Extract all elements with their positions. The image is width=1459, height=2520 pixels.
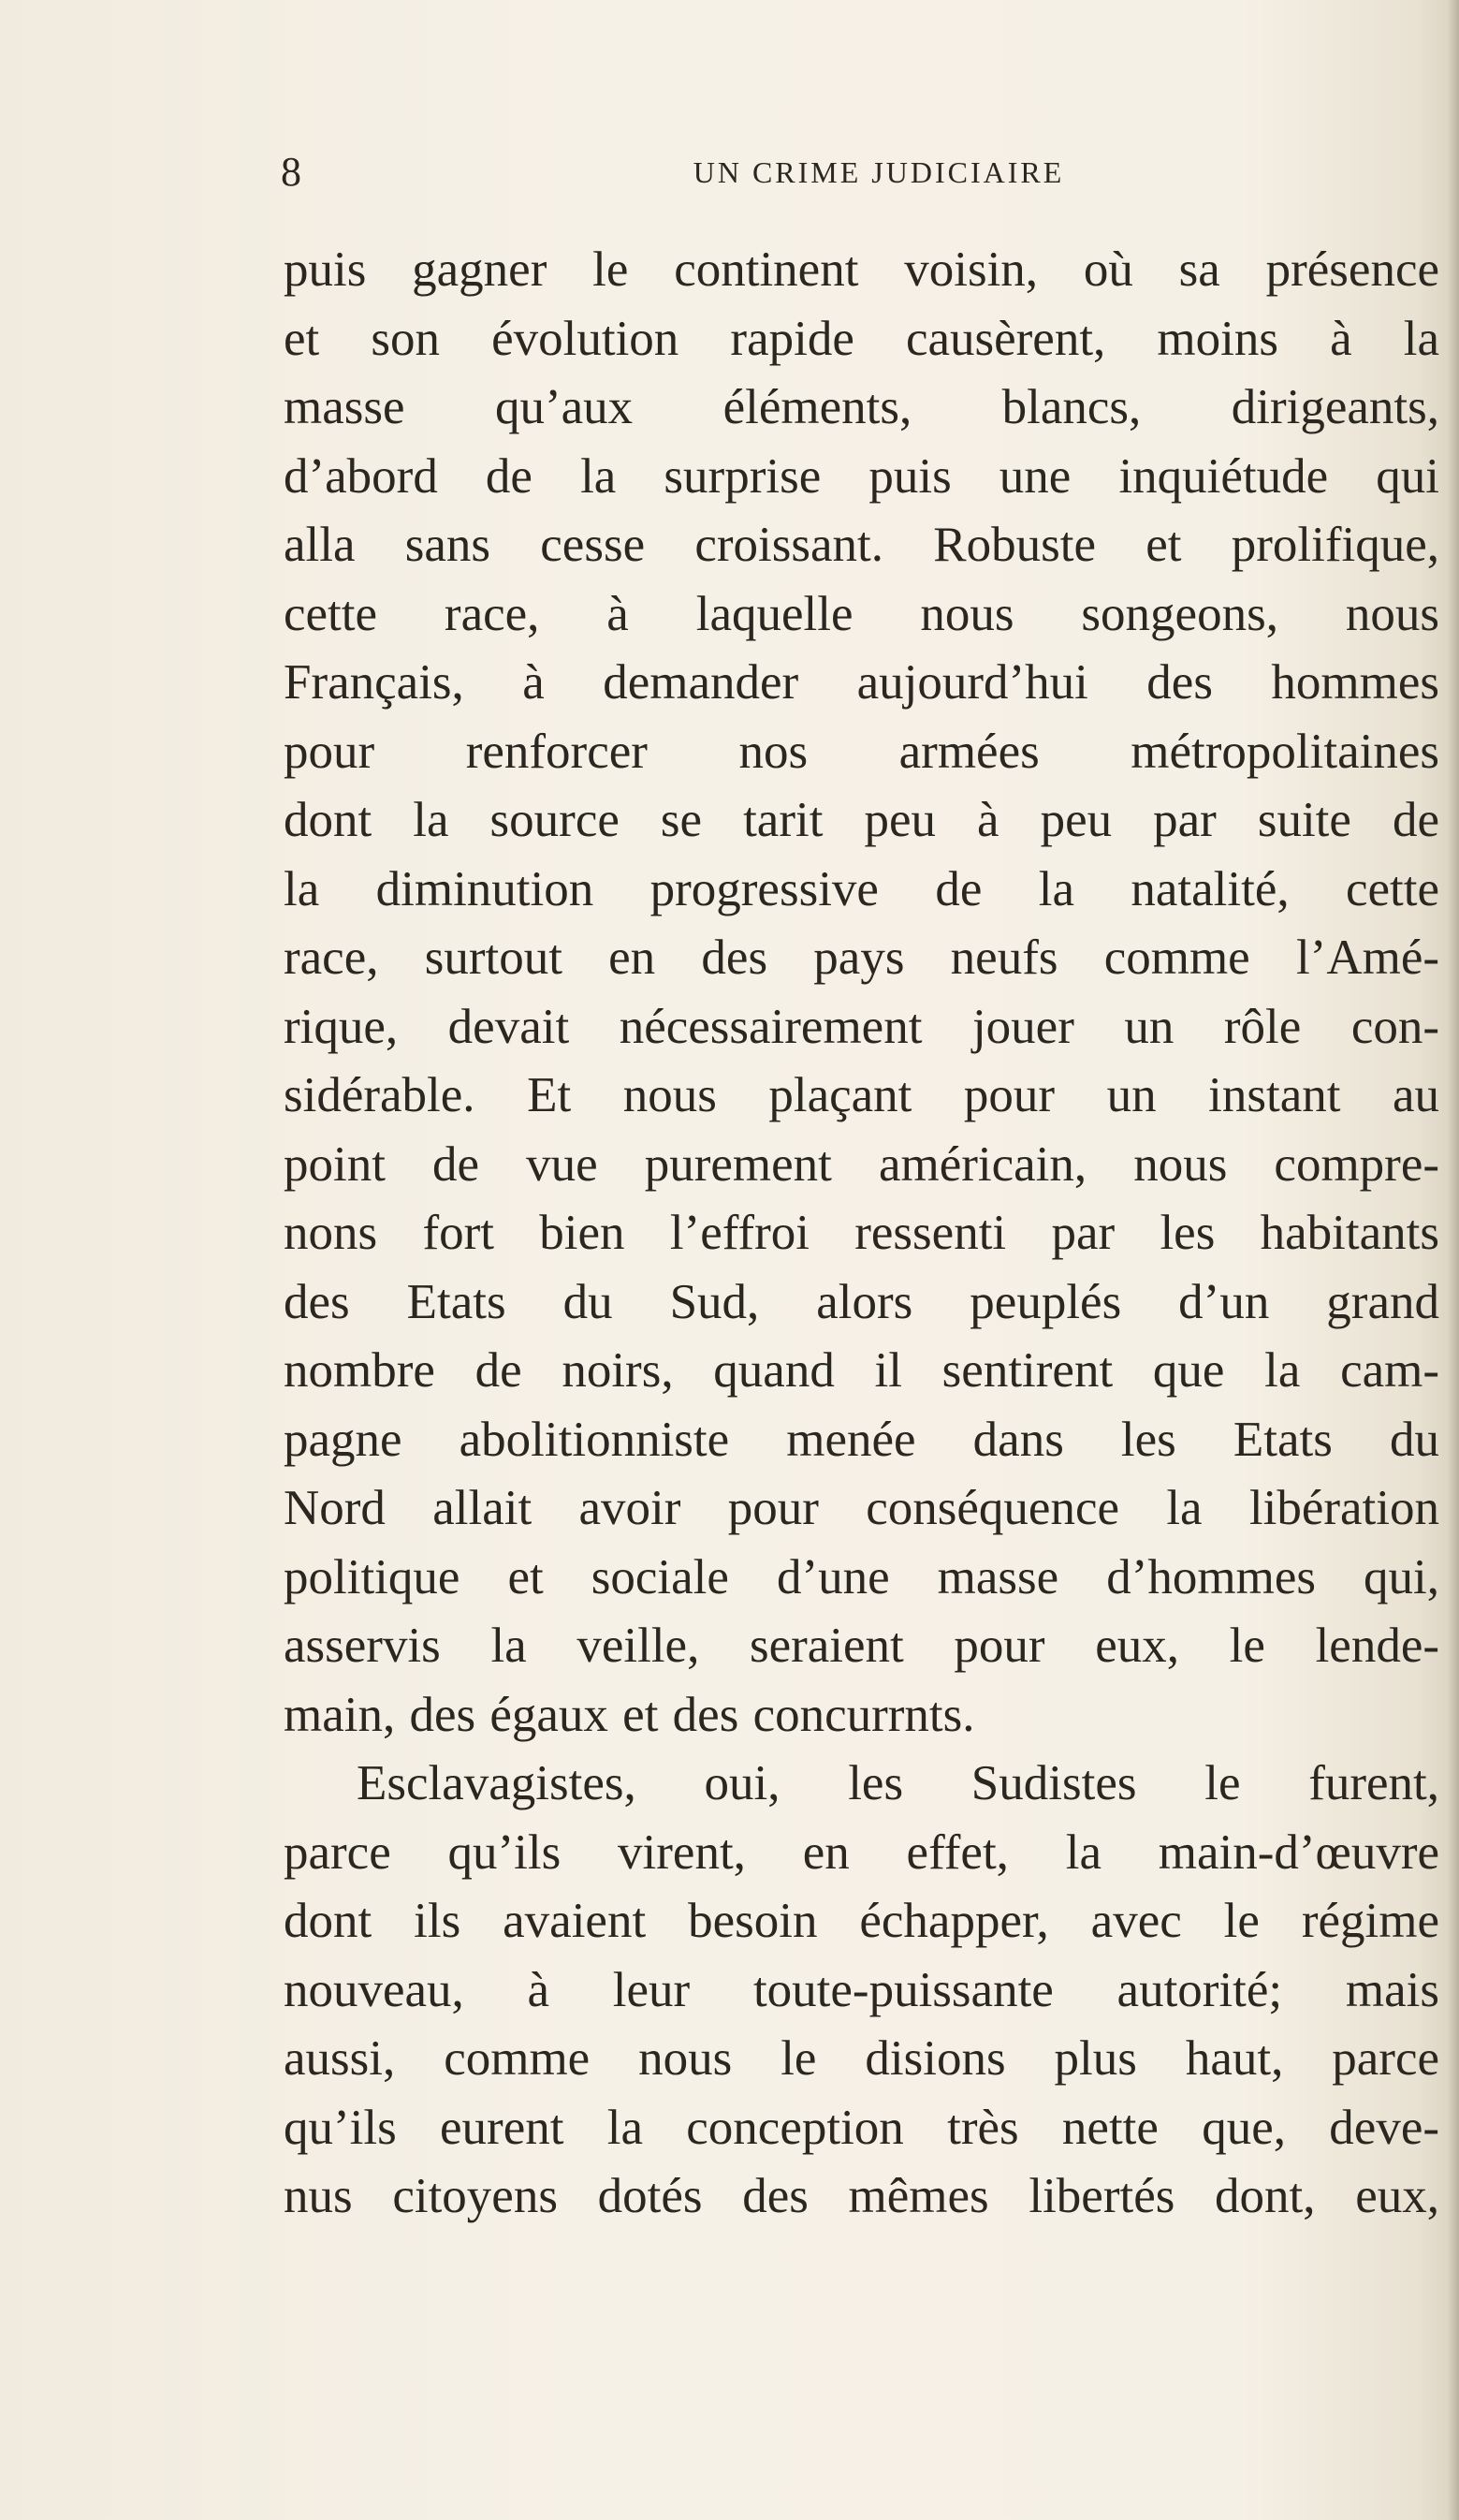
text-line: sidérable. Et nous plaçant pour un instant au bbox=[284, 1068, 1439, 1122]
text-line: Français, à demander aujourd’hui des hommes bbox=[284, 655, 1439, 710]
text-line: d’abord de la surprise puis une inquiétude qui bbox=[284, 448, 1439, 504]
text-line: nouveau, à leur toute-puissante autorité; mais bbox=[284, 1962, 1439, 2017]
text-line: rique, devait nécessairement jouer un rôle con- bbox=[284, 999, 1439, 1054]
text-line: politique et sociale d’une masse d’hommes qui, bbox=[284, 1549, 1439, 1604]
text-line: asservis la veille, seraient pour eux, le lende- bbox=[284, 1619, 1439, 1673]
text-line: dont la source se tarit peu à peu par suite de bbox=[284, 793, 1439, 847]
text-line: Nord allait avoir pour conséquence la libération bbox=[284, 1481, 1439, 1535]
text-line: qu’ils eurent la conception très nette que, deve- bbox=[284, 2100, 1439, 2155]
text-line: pour renforcer nos armées métropolitaines bbox=[284, 724, 1439, 779]
text-line: point de vue purement américain, nous compre- bbox=[284, 1136, 1439, 1192]
text-line: nombre de noirs, quand il sentirent que la cam- bbox=[284, 1343, 1439, 1398]
text-line: et son évolution rapide causèrent, moins à la bbox=[284, 311, 1439, 366]
page-number: 8 bbox=[281, 149, 302, 195]
text-line: nus citoyens dotés des mêmes libertés dont, eux, bbox=[284, 2169, 1439, 2223]
body-text bbox=[284, 236, 1439, 2232]
text-line: des Etats du Sud, alors peuplés d’un grand bbox=[284, 1274, 1439, 1329]
text-line: masse qu’aux éléments, blancs, dirigeants, bbox=[284, 380, 1439, 434]
text-line: main, des égaux et des concurrnts. bbox=[284, 1687, 975, 1742]
text-line: puis gagner le continent voisin, où sa présence bbox=[284, 242, 1439, 297]
text-line: dont ils avaient besoin échapper, avec le régime bbox=[284, 1894, 1439, 1948]
text-line: cette race, à laquelle nous songeons, nous bbox=[284, 586, 1439, 641]
text-line: race, surtout en des pays neufs comme l’Amé- bbox=[284, 930, 1439, 985]
page-header bbox=[281, 140, 1439, 206]
text-line: pagne abolitionniste menée dans les Etats du bbox=[284, 1412, 1439, 1467]
text-line: la diminution progressive de la natalité, cette bbox=[284, 861, 1439, 916]
paragraph-2 bbox=[284, 1750, 1439, 2232]
text-line: alla sans cesse croissant. Robuste et prolifique, bbox=[284, 518, 1439, 572]
text-line: nons fort bien l’effroi ressenti par les habitants bbox=[284, 1206, 1439, 1260]
paragraph-1 bbox=[284, 236, 1439, 1750]
text-line: parce qu’ils virent, en effet, la main-d’œuvre bbox=[284, 1824, 1439, 1880]
text-line: Esclavagistes, oui, les Sudistes le furent, bbox=[357, 1756, 1439, 1810]
running-title: UN CRIME JUDICIAIRE bbox=[693, 155, 1065, 189]
page-edge-shadow bbox=[1448, 0, 1459, 2520]
text-line: aussi, comme nous le disions plus haut, parce bbox=[284, 2031, 1439, 2086]
